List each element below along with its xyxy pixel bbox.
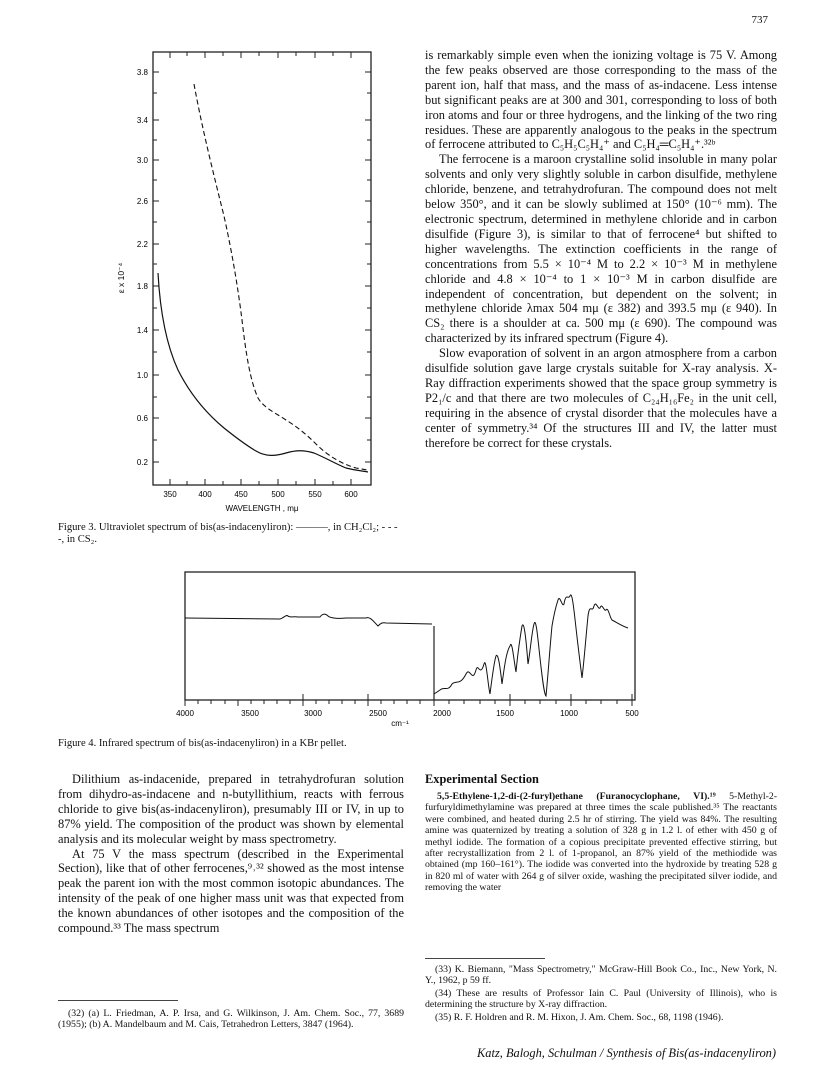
figure3-x-tick-marks [170, 52, 351, 485]
figure3-y-axis-label: ε x 10⁻⁴ [116, 262, 126, 294]
figure4-xtick: 2000 [433, 709, 451, 718]
left-footnotes [58, 1008, 404, 1032]
figure4-xtick: 4000 [176, 709, 194, 718]
experimental-section [425, 772, 777, 894]
experimental-subheading: 5,5-Ethylene-1,2-di-(2-furyl)ethane (Furanocyclophane, VI).¹⁹ [437, 791, 716, 802]
figure4-xtick: 1500 [496, 709, 514, 718]
figure4-tick-labels [176, 709, 639, 718]
figure3-ytick: 0.6 [136, 414, 148, 423]
figure3-uv-spectrum [110, 48, 390, 518]
figure3-ytick: 1.4 [136, 326, 148, 335]
figure3-cs2-curve [194, 84, 368, 470]
figure4-frame [185, 572, 635, 700]
figure4-xtick: 1000 [560, 709, 578, 718]
figure3-ytick: 3.4 [136, 116, 148, 125]
figure3-frame [153, 52, 371, 485]
left-column-text [58, 772, 404, 936]
running-footer: Katz, Balogh, Schulman / Synthesis of Bis(as-indacenyliron) [477, 1046, 776, 1060]
footnote: (35) R. F. Holdren and R. M. Hixon, J. Am. Chem. Soc., 68, 1198 (1946). [435, 1011, 724, 1023]
experimental-text: 5-Methyl-2-furfuryldimethylamine was prepared at three times the scale published.³⁵ The reactants were combined, and heated during 2.5 hr of stirring. The yield was 84%. The resulting amine was quaternized by treating a solution of 328 g in 1.2 l. of ether with 450 g of methyl iodide. The formation of a copious precipitate prevented effective stirring, but after recrystallization from 2 l. of 1-propanol, an 87% yield of the methiodide was obtained (mp 160–161°). The iodide was converted into the hydroxide by treating 528 g in 820 ml of water with 264 g of silver oxide, washing the precipitated silver iodide, and removing the water [425, 791, 778, 894]
figure3-xtick: 550 [308, 490, 322, 499]
figure4-spectrum-trace [185, 595, 628, 696]
figure4-xtick: 500 [625, 709, 639, 718]
figure3-ytick: 2.6 [136, 197, 148, 206]
experimental-body [425, 791, 777, 894]
experimental-heading: Experimental Section [425, 772, 539, 786]
figure3-xtick: 400 [198, 490, 212, 499]
figure3-ch2cl2-curve [158, 273, 368, 472]
figure3-xtick: 500 [271, 490, 285, 499]
footnote: (34) These are results of Professor Iain C. Paul (University of Illinois), who is determining the structure by X-ray diffraction. [425, 987, 777, 1011]
right-paragraph: Slow evaporation of solvent in an argon atmosphere from a carbon disulfide solution gave large crystals suitable for X-ray analysis. X-Ray diffraction experiments showed that the space group symmetry is P2₁/c and that there are two molecules of C₂₄H₁₆Fe₂ in the unit cell, requiring in the absence of crystal disorder that the molecules have a center of symmetry.³⁴ Of the structures III and IV, the latter must therefore be correct for these crystals. [425, 346, 777, 450]
figure3-y-tick-marks [153, 72, 371, 462]
right-footnotes [425, 964, 777, 1024]
page-number: 737 [751, 14, 768, 26]
figure3-ytick: 1.0 [136, 371, 148, 380]
figure3-xtick: 450 [234, 490, 248, 499]
figure3-y-tick-labels [137, 68, 149, 467]
left-footnote-rule [58, 1000, 178, 1001]
figure3-ytick: 3.8 [136, 68, 148, 77]
footnote: (32) (a) L. Friedman, A. P. Irsa, and G. Wilkinson, J. Am. Chem. Soc., 77, 3689 (1955); (b) A. Mandelbaum and M. Cais, Tetrahedron Letters, 3847 (1964). [58, 1008, 404, 1031]
figure3-xtick: 350 [163, 490, 177, 499]
right-column-text [425, 48, 777, 450]
right-paragraph: is remarkably simple even when the ionizing voltage is 75 V. Among the few peaks observed are those corresponding to the mass of the parent ion, half that mass, and the mass of as-indacene. Less intense but significant peaks are at 300 and 301, corresponding to loss of both iron atoms and four or three hydrogens, and the linking of the two ring residues. These are apparently analogous to the peaks in the spectrum of ferrocene attributed to C₅H₅C₅H₄⁺ and C₅H₄═C₅H₄⁺.³²ᵇ [425, 48, 777, 152]
figure4-xtick: 3500 [241, 709, 259, 718]
left-paragraph: At 75 V the mass spectrum (described in the Experimental Section), like that of other ferrocenes,⁹˒³² showed as the most intense peak the parent ion with the most common isotopic abundances. The intensity of the peak of one higher mass unit was that expected from the known abundances of other isotopes and the composition of the compound.³³ The mass spectrum [58, 846, 404, 936]
figure3-caption: Figure 3. Ultraviolet spectrum of bis(as-indacenyliron): ———, in CH₂Cl₂; - - - -, in CS₂. [58, 522, 398, 546]
figure4-xtick: 2500 [369, 709, 387, 718]
figure4-xtick: 3000 [304, 709, 322, 718]
figure4-caption: Figure 4. Infrared spectrum of bis(as-indacenyliron) in a KBr pellet. [58, 738, 347, 749]
figure3-ytick: 0.2 [136, 458, 148, 467]
left-paragraph: Dilithium as-indacenide, prepared in tetrahydrofuran solution from dihydro-as-indacene and n-butyllithium, reacts with ferrous chloride to give bis(as-indacenyliron), presumably III or IV, in up to 87% yield. The composition of the product was shown by elemental analysis and its molecular weight by mass spectrometry. [58, 772, 404, 846]
figure4-x-axis-label: cm⁻¹ [391, 719, 409, 728]
figure3-x-tick-labels [163, 490, 358, 499]
figure3-xtick: 600 [344, 490, 358, 499]
figure3-ytick: 3.0 [136, 156, 148, 165]
right-paragraph: The ferrocene is a maroon crystalline solid insoluble in many polar solvents and only very slightly soluble in carbon disulfide, methylene chloride, benzene, and tetrahydrofuran. The compound does not melt below 350°, and it can be slowly sublimed at 150° (10⁻⁶ mm). The electronic spectrum, determined in methylene chloride and in carbon disulfide (Figure 3), is similar to that of ferrocene⁴ but shifted to higher wavelengths. The extinction coefficients in the range of concentrations from 5.5 × 10⁻⁴ M to 2.2 × 10⁻³ M in methylene chloride and 4.8 × 10⁻⁴ to 1 × 10⁻³ M in carbon disulfide are independent of concentration, but dependent on the solvent; in methylene chloride λmax 504 mμ (ε 382) and 393.5 mμ (ε 940). In CS₂ there is a shoulder at ca. 500 mμ (ε 690). The compound was characterized by its infrared spectrum (Figure 4). [425, 152, 777, 346]
figure3-x-axis-label: WAVELENGTH , mμ [225, 504, 299, 513]
figure3-ytick: 1.8 [136, 282, 148, 291]
right-footnote-rule [425, 958, 545, 959]
footnote: (33) K. Biemann, "Mass Spectrometry," McGraw-Hill Book Co., Inc., New York, N. Y., 1962, p 59 ff. [425, 964, 777, 987]
figure4-ir-spectrum [170, 566, 650, 730]
figure3-ytick: 2.2 [136, 240, 148, 249]
